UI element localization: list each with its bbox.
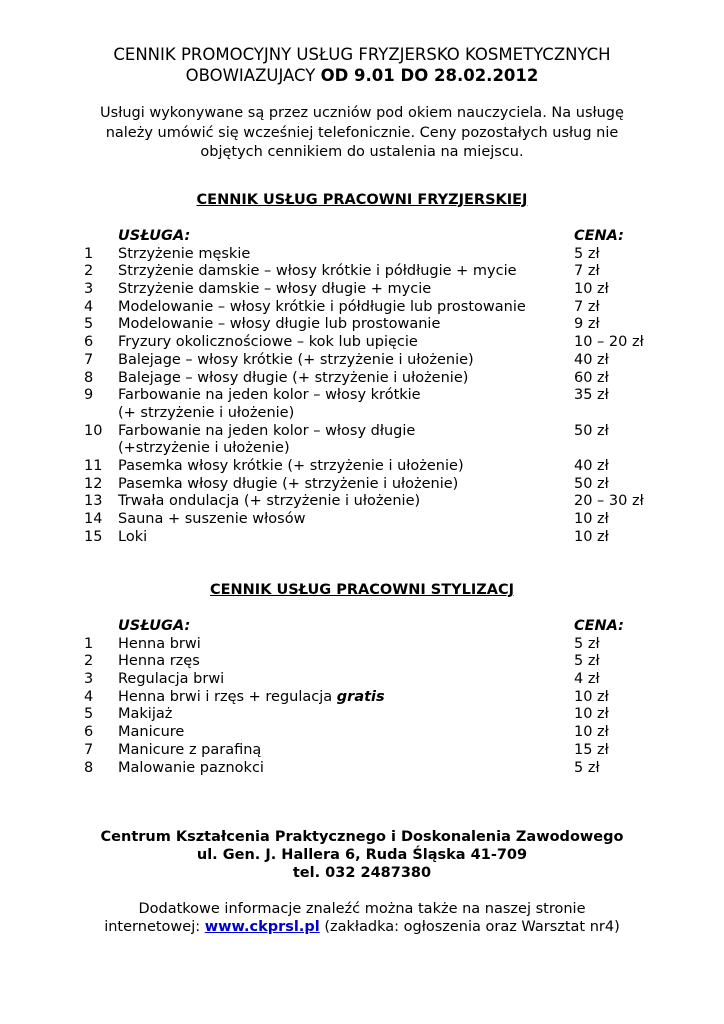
- service-text-continued: (+ strzyżenie i ułożenie): [118, 404, 295, 421]
- hair-section-heading: CENNIK USŁUG PRACOWNI FRYZJERSKIEJ: [196, 192, 528, 208]
- style-table-header: [84, 618, 724, 636]
- service-name: [118, 334, 578, 352]
- service-price: 40 zł: [574, 457, 609, 474]
- service-price: 7 zł: [574, 298, 600, 315]
- service-name: [118, 263, 578, 281]
- style-table-row: [84, 724, 724, 742]
- hair-table-header: [84, 228, 724, 246]
- service-name: [118, 458, 578, 476]
- service-gratis: gratis: [336, 688, 385, 705]
- hair-col-service: USŁUGA:: [118, 228, 191, 244]
- hair-table-row: [84, 387, 724, 422]
- style-col-price: CENA:: [574, 618, 624, 634]
- service-price: 15 zł: [574, 741, 609, 758]
- service-text: Strzyżenie damskie – włosy długie + mycie: [118, 281, 432, 298]
- hair-table-row: [84, 299, 724, 317]
- service-name: [118, 529, 578, 547]
- service-price: 40 zł: [574, 351, 609, 368]
- service-name: [118, 689, 578, 707]
- service-name: [118, 706, 578, 724]
- service-text: Malowanie paznokci: [118, 759, 264, 776]
- service-price: 10 zł: [574, 528, 609, 545]
- style-table-row: [84, 671, 724, 689]
- title-validity-dates: OD 9.01 DO 28.02.2012: [320, 66, 539, 85]
- service-text: Henna brwi: [118, 635, 201, 652]
- more-info-prefix: internetowej:: [104, 919, 205, 935]
- institution-info: [0, 828, 724, 882]
- service-name: [118, 299, 578, 317]
- row-number: 11: [84, 457, 103, 474]
- hair-table-row: [84, 476, 724, 494]
- service-price: 50 zł: [574, 422, 609, 439]
- row-number: 8: [84, 369, 94, 386]
- row-number: 1: [84, 635, 94, 652]
- hair-table-row: [84, 529, 724, 547]
- service-name: [118, 636, 578, 654]
- row-number: 13: [84, 493, 103, 510]
- hair-price-table: [84, 228, 724, 546]
- row-number: 7: [84, 741, 94, 758]
- hair-table-row: [84, 370, 724, 388]
- service-text: Sauna + suszenie włosów: [118, 511, 306, 528]
- service-name: [118, 281, 578, 299]
- more-info-line-2: [0, 918, 724, 936]
- service-text: Fryzury okolicznościowe – kok lub upięcie: [118, 334, 418, 351]
- row-number: 14: [84, 511, 103, 528]
- hair-table-row: [84, 458, 724, 476]
- service-text: Balejage – włosy długie (+ strzyżenie i ułożenie): [118, 369, 469, 386]
- service-price: 5 zł: [574, 653, 600, 670]
- row-number: 1: [84, 245, 94, 262]
- service-price: 10 zł: [574, 706, 609, 723]
- service-price: 5 zł: [574, 635, 600, 652]
- service-text: Regulacja brwi: [118, 671, 225, 688]
- service-name: [118, 671, 578, 689]
- row-number: 15: [84, 528, 103, 545]
- service-text: Trwała ondulacja (+ strzyżenie i ułożenie): [118, 493, 421, 510]
- hair-table-row: [84, 511, 724, 529]
- service-name: [118, 370, 578, 388]
- service-price: 35 zł: [574, 387, 609, 404]
- service-name: [118, 316, 578, 334]
- service-name: [118, 742, 578, 760]
- service-price: 10 – 20 zł: [574, 334, 644, 351]
- service-text: Modelowanie – włosy długie lub prostowanie: [118, 316, 441, 333]
- row-number: 12: [84, 475, 103, 492]
- service-name: [118, 387, 578, 422]
- row-number: 2: [84, 263, 94, 280]
- style-col-service: USŁUGA:: [118, 618, 191, 634]
- row-number: 2: [84, 653, 94, 670]
- row-number: 8: [84, 759, 94, 776]
- hair-table-row: [84, 281, 724, 299]
- service-price: 10 zł: [574, 688, 609, 705]
- hair-table-row: [84, 316, 724, 334]
- style-section-heading: CENNIK USŁUG PRACOWNI STYLIZACJ: [209, 582, 515, 598]
- service-price: 50 zł: [574, 475, 609, 492]
- service-name: [118, 352, 578, 370]
- hair-table-row: [84, 246, 724, 264]
- row-number: 9: [84, 387, 94, 404]
- service-text: Loki: [118, 528, 148, 545]
- row-number: 5: [84, 316, 94, 333]
- service-text: Manicure z parafiną: [118, 741, 262, 758]
- row-number: 3: [84, 671, 94, 688]
- service-name: [118, 493, 578, 511]
- service-price: 60 zł: [574, 369, 609, 386]
- service-text: Modelowanie – włosy krótkie i półdługie lub prostowanie: [118, 298, 526, 315]
- style-price-table: [84, 618, 724, 777]
- style-table-row: [84, 706, 724, 724]
- service-price: 20 – 30 zł: [574, 493, 644, 510]
- title-line-1: CENNIK PROMOCYJNY USŁUG FRYZJERSKO KOSMETYCZNYCH: [113, 45, 611, 64]
- hair-table-row: [84, 334, 724, 352]
- service-name: [118, 246, 578, 264]
- intro-paragraph: Usługi wykonywane są przez uczniów pod okiem nauczyciela. Na usługę należy umówić się wcześniej telefonicznie. Ceny pozostałych usług nie objętych cennikiem do ustalenia na miejscu.: [100, 105, 624, 160]
- row-number: 7: [84, 351, 94, 368]
- more-info: [0, 900, 724, 936]
- service-text: Balejage – włosy krótkie (+ strzyżenie i ułożenie): [118, 351, 474, 368]
- service-name: [118, 423, 578, 458]
- title-validity-label: OBOWIAZUJACY: [185, 66, 321, 85]
- style-table-row: [84, 636, 724, 654]
- website-link[interactable]: www.ckprsl.pl: [204, 919, 320, 935]
- service-name: [118, 476, 578, 494]
- hair-table-row: [84, 493, 724, 511]
- service-name: [118, 760, 578, 778]
- service-price: 10 zł: [574, 724, 609, 741]
- service-name: [118, 724, 578, 742]
- more-info-line-1: Dodatkowe informacje znaleźć można także na naszej stronie: [138, 901, 586, 917]
- service-price: 10 zł: [574, 281, 609, 298]
- service-name: [118, 511, 578, 529]
- style-table-row: [84, 653, 724, 671]
- service-text: Farbowanie na jeden kolor – włosy krótkie: [118, 387, 421, 404]
- title-line-2: [0, 65, 724, 86]
- service-text: Pasemka włosy krótkie (+ strzyżenie i ułożenie): [118, 457, 464, 474]
- row-number: 4: [84, 688, 94, 705]
- service-price: 4 zł: [574, 671, 600, 688]
- institution-name: Centrum Kształcenia Praktycznego i Doskonalenia Zawodowego: [100, 829, 624, 845]
- row-number: 4: [84, 298, 94, 315]
- hair-col-price: CENA:: [574, 228, 624, 244]
- service-text: Henna rzęs: [118, 653, 200, 670]
- style-table-row: [84, 742, 724, 760]
- service-text: Strzyżenie męskie: [118, 245, 251, 262]
- service-price: 9 zł: [574, 316, 600, 333]
- row-number: 10: [84, 422, 103, 439]
- service-price: 5 zł: [574, 759, 600, 776]
- service-text: Strzyżenie damskie – włosy krótkie i półdługie + mycie: [118, 263, 517, 280]
- service-text-continued: (+strzyżenie i ułożenie): [118, 440, 290, 457]
- service-text: Makijaż: [118, 706, 173, 723]
- hair-table-row: [84, 263, 724, 281]
- service-text: Farbowanie na jeden kolor – włosy długie: [118, 422, 416, 439]
- service-text: Henna brwi i rzęs + regulacja: [118, 688, 337, 705]
- service-name: [118, 653, 578, 671]
- hair-table-row: [84, 352, 724, 370]
- hair-table-row: [84, 423, 724, 458]
- more-info-suffix: (zakładka: ogłoszenia oraz Warsztat nr4): [319, 919, 620, 935]
- row-number: 5: [84, 706, 94, 723]
- institution-address: ul. Gen. J. Hallera 6, Ruda Śląska 41-709: [196, 847, 528, 863]
- service-text: Manicure: [118, 724, 185, 741]
- style-table-row: [84, 760, 724, 778]
- institution-phone: tel. 032 2487380: [292, 865, 432, 881]
- row-number: 6: [84, 334, 94, 351]
- row-number: 6: [84, 724, 94, 741]
- document-title: [0, 44, 724, 86]
- style-table-row: [84, 689, 724, 707]
- service-price: 10 zł: [574, 511, 609, 528]
- service-price: 5 zł: [574, 245, 600, 262]
- service-price: 7 zł: [574, 263, 600, 280]
- row-number: 3: [84, 281, 94, 298]
- service-text: Pasemka włosy długie (+ strzyżenie i ułożenie): [118, 475, 459, 492]
